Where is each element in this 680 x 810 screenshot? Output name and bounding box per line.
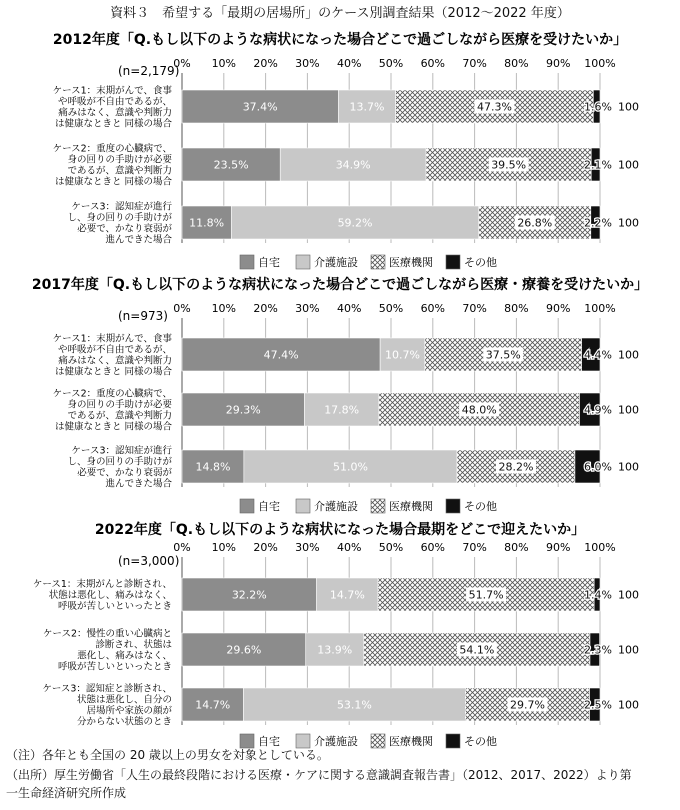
- data-label: 37.5%: [485, 348, 521, 362]
- total-label: 100: [618, 348, 639, 362]
- data-label: 13.7%: [349, 100, 385, 114]
- case-label: ケース1：末期がんで、食事: [52, 333, 172, 345]
- x-tick-label: 60%: [420, 541, 446, 554]
- source-text-2: 一生命経済研究所作成: [6, 786, 127, 800]
- figure-title: 資料３ 希望する「最期の居場所」のケース別調査結果（2012～2022 年度）: [110, 6, 570, 21]
- data-label: 14.7%: [329, 588, 365, 602]
- case-label: ケース3：認知症が進行: [71, 201, 172, 213]
- data-label: 2.5%: [584, 698, 612, 712]
- x-tick-label: 40%: [336, 57, 362, 70]
- case-label: 状態は悪化し、痛みはなく、: [48, 590, 172, 601]
- x-tick-label: 0%: [173, 302, 191, 315]
- data-label: 29.3%: [225, 403, 261, 417]
- legend-label: 医療機関: [389, 735, 433, 748]
- total-label: 100: [618, 216, 639, 230]
- legend-label: その他: [464, 500, 497, 513]
- data-label: 1.4%: [584, 588, 612, 602]
- legend-label: 自宅: [258, 256, 280, 269]
- data-label: 39.5%: [491, 158, 527, 172]
- x-tick-label: 0%: [173, 57, 191, 70]
- case-label: 居場所や家族の顔が: [86, 705, 172, 717]
- case-label: 必要で、かなり衰弱が: [77, 467, 172, 479]
- data-label: 59.2%: [337, 216, 373, 230]
- x-tick-label: 90%: [545, 57, 571, 70]
- data-label: 34.9%: [335, 158, 371, 172]
- legend-label: 介護施設: [314, 500, 358, 513]
- data-label: 47.4%: [263, 348, 299, 362]
- x-tick-label: 80%: [504, 541, 529, 554]
- legend-label: 介護施設: [314, 735, 358, 748]
- case-label: 進んできた場合: [105, 234, 172, 246]
- x-tick-label: 20%: [253, 541, 278, 554]
- sample-size: (n=2,179): [118, 64, 180, 78]
- case-label: 痛みはなく、意識や判断力: [58, 355, 172, 367]
- legend-swatch: [371, 499, 385, 513]
- data-label: 47.3%: [476, 100, 512, 114]
- chart-title: 2012年度「Q.もし以下のような病状になった場合どこで過ごしながら医療を受けたいか」: [52, 32, 628, 48]
- data-label: 23.5%: [213, 158, 249, 172]
- case-label: 悪化し、痛みはなく、: [77, 650, 172, 662]
- case-label: 分からない状態のとき: [76, 716, 172, 728]
- case-label: し、身の回りの手助けが: [67, 212, 172, 224]
- sample-size: (n=973): [118, 309, 168, 323]
- x-tick-label: 30%: [295, 57, 320, 70]
- legend-swatch: [446, 734, 460, 748]
- data-label: 2.1%: [584, 158, 612, 172]
- sample-size: (n=3,000): [118, 554, 180, 568]
- x-tick-label: 100%: [584, 541, 616, 554]
- data-label: 10.7%: [385, 348, 420, 362]
- legend-swatch: [371, 734, 385, 748]
- case-label: 呼吸が苦しいといったとき: [57, 601, 172, 612]
- case-label: 痛みはなく、意識や判断力: [58, 107, 172, 119]
- x-tick-label: 70%: [462, 57, 487, 70]
- legend-label: 自宅: [258, 500, 280, 513]
- case-label: ケース3：認知症と診断され、: [42, 683, 172, 695]
- source-text-1: （出所）厚生労働省「人生の最終段階における医療・ケアに関する意識調査報告書」（2012、2017、2022）より第: [6, 768, 632, 782]
- x-tick-label: 70%: [462, 302, 487, 315]
- legend-swatch: [296, 255, 310, 269]
- data-label: 32.2%: [231, 588, 267, 602]
- case-label: し、身の回りの手助けが: [67, 456, 172, 468]
- x-tick-label: 20%: [253, 302, 278, 315]
- total-label: 100: [618, 588, 639, 602]
- x-tick-label: 30%: [295, 541, 320, 554]
- data-label: 51.7%: [468, 588, 504, 602]
- total-label: 100: [618, 403, 639, 417]
- x-tick-label: 50%: [378, 57, 404, 70]
- case-label: ケース2：重度の心臓病で、: [52, 143, 172, 155]
- data-label: 53.1%: [336, 698, 372, 712]
- x-tick-label: 40%: [336, 302, 362, 315]
- x-tick-label: 20%: [253, 57, 278, 70]
- data-label: 2.2%: [584, 216, 612, 230]
- data-label: 28.2%: [498, 460, 534, 474]
- x-tick-label: 70%: [462, 541, 487, 554]
- legend-swatch: [240, 499, 254, 513]
- legend-label: その他: [464, 256, 497, 269]
- data-label: 26.8%: [517, 216, 553, 230]
- case-label: ケース2：重度の心臓病で、: [52, 388, 172, 400]
- data-label: 4.4%: [584, 348, 612, 362]
- data-label: 6.0%: [584, 460, 612, 474]
- legend-swatch: [371, 255, 385, 269]
- x-tick-label: 30%: [295, 302, 320, 315]
- data-label: 11.8%: [189, 216, 225, 230]
- legend-label: 医療機関: [389, 256, 433, 269]
- data-label: 29.6%: [226, 643, 262, 657]
- data-label: 2.3%: [584, 643, 612, 657]
- x-tick-label: 60%: [420, 57, 446, 70]
- total-label: 100: [618, 460, 639, 474]
- case-label: 診断され、状態は: [95, 639, 172, 651]
- x-tick-label: 50%: [378, 541, 404, 554]
- legend-label: 介護施設: [314, 256, 358, 269]
- case-label: は健康なときと 同様の場合: [54, 366, 172, 378]
- legend-label: その他: [464, 735, 497, 748]
- legend-label: 自宅: [258, 735, 280, 748]
- x-tick-label: 100%: [584, 302, 616, 315]
- data-label: 14.8%: [195, 460, 231, 474]
- case-label: ケース1：末期がんと診断され、: [32, 579, 172, 590]
- case-label: や呼吸が不自由であるが、: [57, 344, 172, 356]
- data-label: 4.9%: [584, 403, 612, 417]
- legend-swatch: [296, 499, 310, 513]
- x-tick-label: 10%: [211, 541, 237, 554]
- x-tick-label: 0%: [173, 541, 191, 554]
- total-label: 100: [618, 643, 639, 657]
- x-tick-label: 40%: [336, 541, 362, 554]
- x-tick-label: 80%: [504, 302, 529, 315]
- x-tick-label: 100%: [584, 57, 616, 70]
- data-label: 1.6%: [584, 100, 612, 114]
- x-tick-label: 90%: [545, 302, 571, 315]
- legend-swatch: [446, 255, 460, 269]
- case-label: 進んできた場合: [105, 478, 172, 490]
- legend-swatch: [240, 255, 254, 269]
- case-label: 状態は悪化し、自分の: [76, 694, 172, 706]
- data-label: 17.8%: [324, 403, 360, 417]
- data-label: 13.9%: [317, 643, 353, 657]
- case-label: は健康なときと 同様の場合: [54, 421, 172, 433]
- x-tick-label: 90%: [545, 541, 571, 554]
- data-label: 29.7%: [510, 698, 545, 712]
- data-label: 37.4%: [242, 100, 278, 114]
- legend-swatch: [446, 499, 460, 513]
- legend-label: 医療機関: [389, 500, 433, 513]
- data-label: 54.1%: [459, 643, 495, 657]
- x-tick-label: 10%: [211, 57, 237, 70]
- total-label: 100: [618, 158, 639, 172]
- x-tick-label: 10%: [211, 302, 237, 315]
- data-label: 51.0%: [332, 460, 368, 474]
- case-label: 必要で、かなり衰弱が: [77, 223, 172, 235]
- note-text: （注）各年とも全国の 20 歳以上の男女を対象としている。: [6, 748, 329, 762]
- chart-title: 2022年度「Q.もし以下のような病状になった場合最期をどこで迎えたいか」: [94, 522, 586, 538]
- case-label: 身の回りの手助けが必要: [67, 399, 172, 411]
- x-tick-label: 60%: [420, 302, 446, 315]
- total-label: 100: [618, 698, 639, 712]
- case-label: ケース3：認知症が進行: [71, 445, 172, 457]
- data-label: 48.0%: [461, 403, 497, 417]
- chart-title: 2017年度「Q.もし以下のような病状になった場合どこで過ごしながら医療・療養を受けたいか」: [31, 277, 649, 293]
- case-label: は健康なときと 同様の場合: [54, 118, 172, 130]
- case-label: ケース2：慢性の重い心臓病と: [42, 628, 172, 640]
- case-label: であるが、意識や判断力: [67, 165, 172, 177]
- case-label: 身の回りの手助けが必要: [67, 154, 172, 166]
- x-tick-label: 80%: [504, 57, 529, 70]
- case-label: や呼吸が不自由であるが、: [57, 96, 172, 108]
- case-label: 呼吸が苦しいといったとき: [57, 661, 172, 673]
- case-label: ケース1：末期がんで、食事: [52, 85, 172, 97]
- case-label: は健康なときと 同様の場合: [54, 176, 172, 188]
- data-label: 14.7%: [195, 698, 231, 712]
- total-label: 100: [618, 100, 639, 114]
- x-tick-label: 50%: [378, 302, 404, 315]
- case-label: であるが、意識や判断力: [67, 410, 172, 422]
